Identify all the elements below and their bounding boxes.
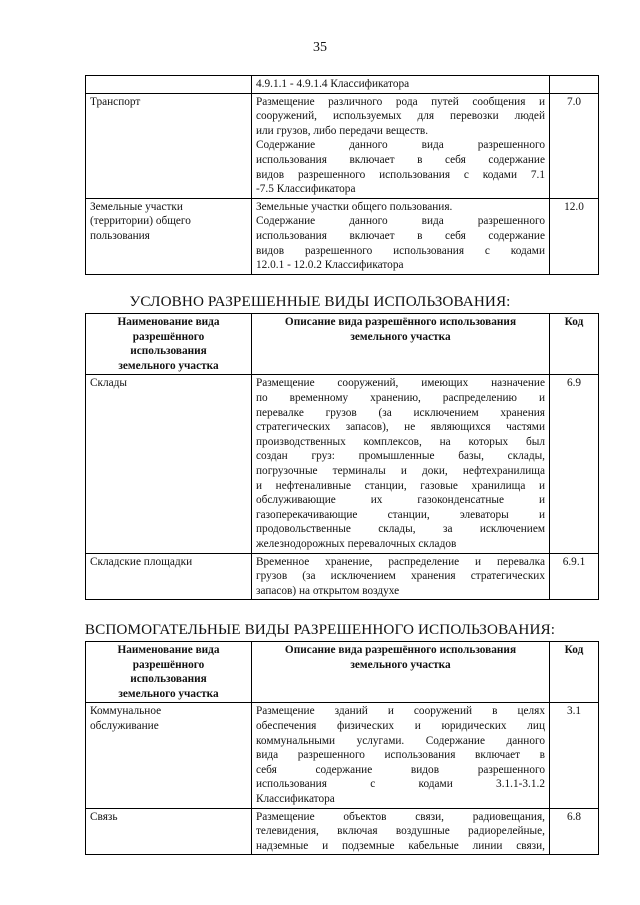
main-uses-table xyxy=(85,75,599,275)
description-line: по временному хранению, распределению и xyxy=(256,391,545,404)
header-line: земельного участка xyxy=(118,687,219,700)
description-line: газоперекачивающие станции, элеваторы и xyxy=(256,508,545,521)
code-column-header: Код xyxy=(550,642,599,703)
code-column-header: Код xyxy=(550,314,599,375)
table-row xyxy=(86,808,599,855)
page-number: 35 xyxy=(313,40,327,55)
description-line: Размещение сооружений, имеющих назначение xyxy=(256,377,545,390)
name-column-header xyxy=(86,314,252,375)
use-description-cell xyxy=(252,76,550,94)
header-line: разрешённого xyxy=(132,658,205,671)
description-line: железнодорожных перевалочных складов xyxy=(256,537,457,550)
description-line: Размещение различного рода путей сообщения и xyxy=(256,95,545,108)
use-description-cell xyxy=(252,808,550,855)
table-header-row xyxy=(86,642,599,703)
description-line: телевидения, включая воздушные радиорелейные, xyxy=(256,825,545,838)
description-line: Классификатора xyxy=(256,792,335,805)
description-line: запасов) на открытом воздухе xyxy=(256,584,400,597)
table-row xyxy=(86,553,599,600)
name-line: Земельные участки xyxy=(90,200,183,213)
use-code-cell: 7.0 xyxy=(550,93,599,198)
name-line: пользования xyxy=(90,229,150,242)
description-line: Размещение зданий и сооружений в целях xyxy=(256,705,545,718)
use-description-cell xyxy=(252,93,550,198)
name-line: обслуживание xyxy=(90,719,159,732)
use-code-cell xyxy=(550,76,599,94)
header-line: Наименование вида xyxy=(117,316,220,328)
description-line: производственных комплексов, на которых был xyxy=(256,435,545,448)
description-line: вида разрешенного использования включает в xyxy=(256,749,545,762)
use-description-cell xyxy=(252,375,550,553)
use-name-cell xyxy=(86,76,252,94)
description-line: перевалке грузов (за исключением хранения xyxy=(256,406,545,419)
description-line: 12.0.1 - 12.0.2 Классификатора xyxy=(256,259,404,272)
name-line: Коммунальное xyxy=(90,705,162,718)
header-line: земельного участка xyxy=(350,330,451,343)
use-code-cell: 12.0 xyxy=(550,198,599,274)
auxiliary-uses-title: ВСПОМОГАТЕЛЬНЫЕ ВИДЫ РАЗРЕШЕННОГО ИСПОЛЬЗОВАНИЯ: xyxy=(84,621,556,638)
description-line: обслуживающие их газоконденсатные и xyxy=(256,494,545,507)
table-header-row xyxy=(86,314,599,375)
description-line: погрузочные терминалы и доки, нефтехранилища xyxy=(256,464,545,477)
table-row xyxy=(86,703,599,808)
description-line: надземные и подземные кабельные линии связи, xyxy=(256,839,545,852)
use-name-cell xyxy=(86,198,252,274)
use-name-cell xyxy=(86,703,252,808)
header-line: разрешённого xyxy=(132,330,205,343)
description-line: коммунальными услугами. Содержание данного xyxy=(256,734,545,747)
use-name-cell: Связь xyxy=(86,808,252,855)
header-line: использования xyxy=(130,345,207,358)
description-line: Содержание данного вида разрешенного xyxy=(256,215,545,228)
use-code-cell: 3.1 xyxy=(550,703,599,808)
description-column-header xyxy=(252,642,550,703)
description-line: использования включает в себя содержание xyxy=(256,153,545,166)
conditional-uses-title: УСЛОВНО РАЗРЕШЕННЫЕ ВИДЫ ИСПОЛЬЗОВАНИЯ: xyxy=(129,293,511,310)
header-line: земельного участка xyxy=(118,359,219,372)
header-line: Наименование вида xyxy=(117,644,220,656)
use-code-cell: 6.9 xyxy=(550,375,599,553)
auxiliary-uses-table xyxy=(85,641,599,855)
header-line: использования xyxy=(130,673,207,686)
header-line: Описание вида разрешённого использования xyxy=(284,316,517,328)
description-line: и нефтеналивные станции, газовые хранилища и xyxy=(256,479,545,492)
description-line: 4.9.1.1 - 4.9.1.4 Классификатора xyxy=(256,78,410,90)
use-name-cell: Транспорт xyxy=(86,93,252,198)
description-line: стратегических запасов), не являющихся частями xyxy=(256,421,545,434)
name-column-header xyxy=(86,642,252,703)
use-description-cell xyxy=(252,703,550,808)
description-line: грузов (за исключением хранения стратегических xyxy=(256,570,545,583)
description-line: Временное хранение, распределение и перевалка xyxy=(256,555,545,568)
description-line: себя содержание видов разрешенного xyxy=(256,763,545,776)
table-row xyxy=(86,198,599,274)
description-line: видов разрешенного использования с кодами xyxy=(256,244,545,257)
description-line: -7.5 Классификатора xyxy=(256,183,356,196)
description-line: создан груз: промышленные базы, склады, xyxy=(256,450,545,463)
description-line: продовольственные склады, за исключением xyxy=(256,523,545,536)
use-description-cell xyxy=(252,553,550,600)
table-row xyxy=(86,93,599,198)
description-line: Размещение объектов связи, радиовещания, xyxy=(256,810,545,823)
description-line: Содержание данного вида разрешенного xyxy=(256,139,545,152)
description-line: Земельные участки общего пользования. xyxy=(256,200,453,213)
table-row xyxy=(86,375,599,553)
use-code-cell: 6.9.1 xyxy=(550,553,599,600)
description-line: видов разрешенного использования с кодами 7.1 xyxy=(256,168,545,181)
description-line: использования включает в себя содержание xyxy=(256,229,545,242)
use-description-cell xyxy=(252,198,550,274)
header-line: Описание вида разрешённого использования xyxy=(284,644,517,656)
use-name-cell: Складские площадки xyxy=(86,553,252,600)
description-line: или грузов, либо передачи веществ. xyxy=(256,124,429,137)
use-code-cell: 6.8 xyxy=(550,808,599,855)
header-line: земельного участка xyxy=(350,658,451,671)
name-line: (территории) общего xyxy=(90,215,191,228)
description-column-header xyxy=(252,314,550,375)
description-line: использования с кодами 3.1.1-3.1.2 xyxy=(256,778,545,791)
conditional-uses-table xyxy=(85,313,599,600)
table-row xyxy=(86,76,599,94)
description-line: обеспечения физических и юридических лиц xyxy=(256,719,545,732)
description-line: сооружений, используемых для перевозки людей xyxy=(256,110,545,123)
use-name-cell: Склады xyxy=(86,375,252,553)
